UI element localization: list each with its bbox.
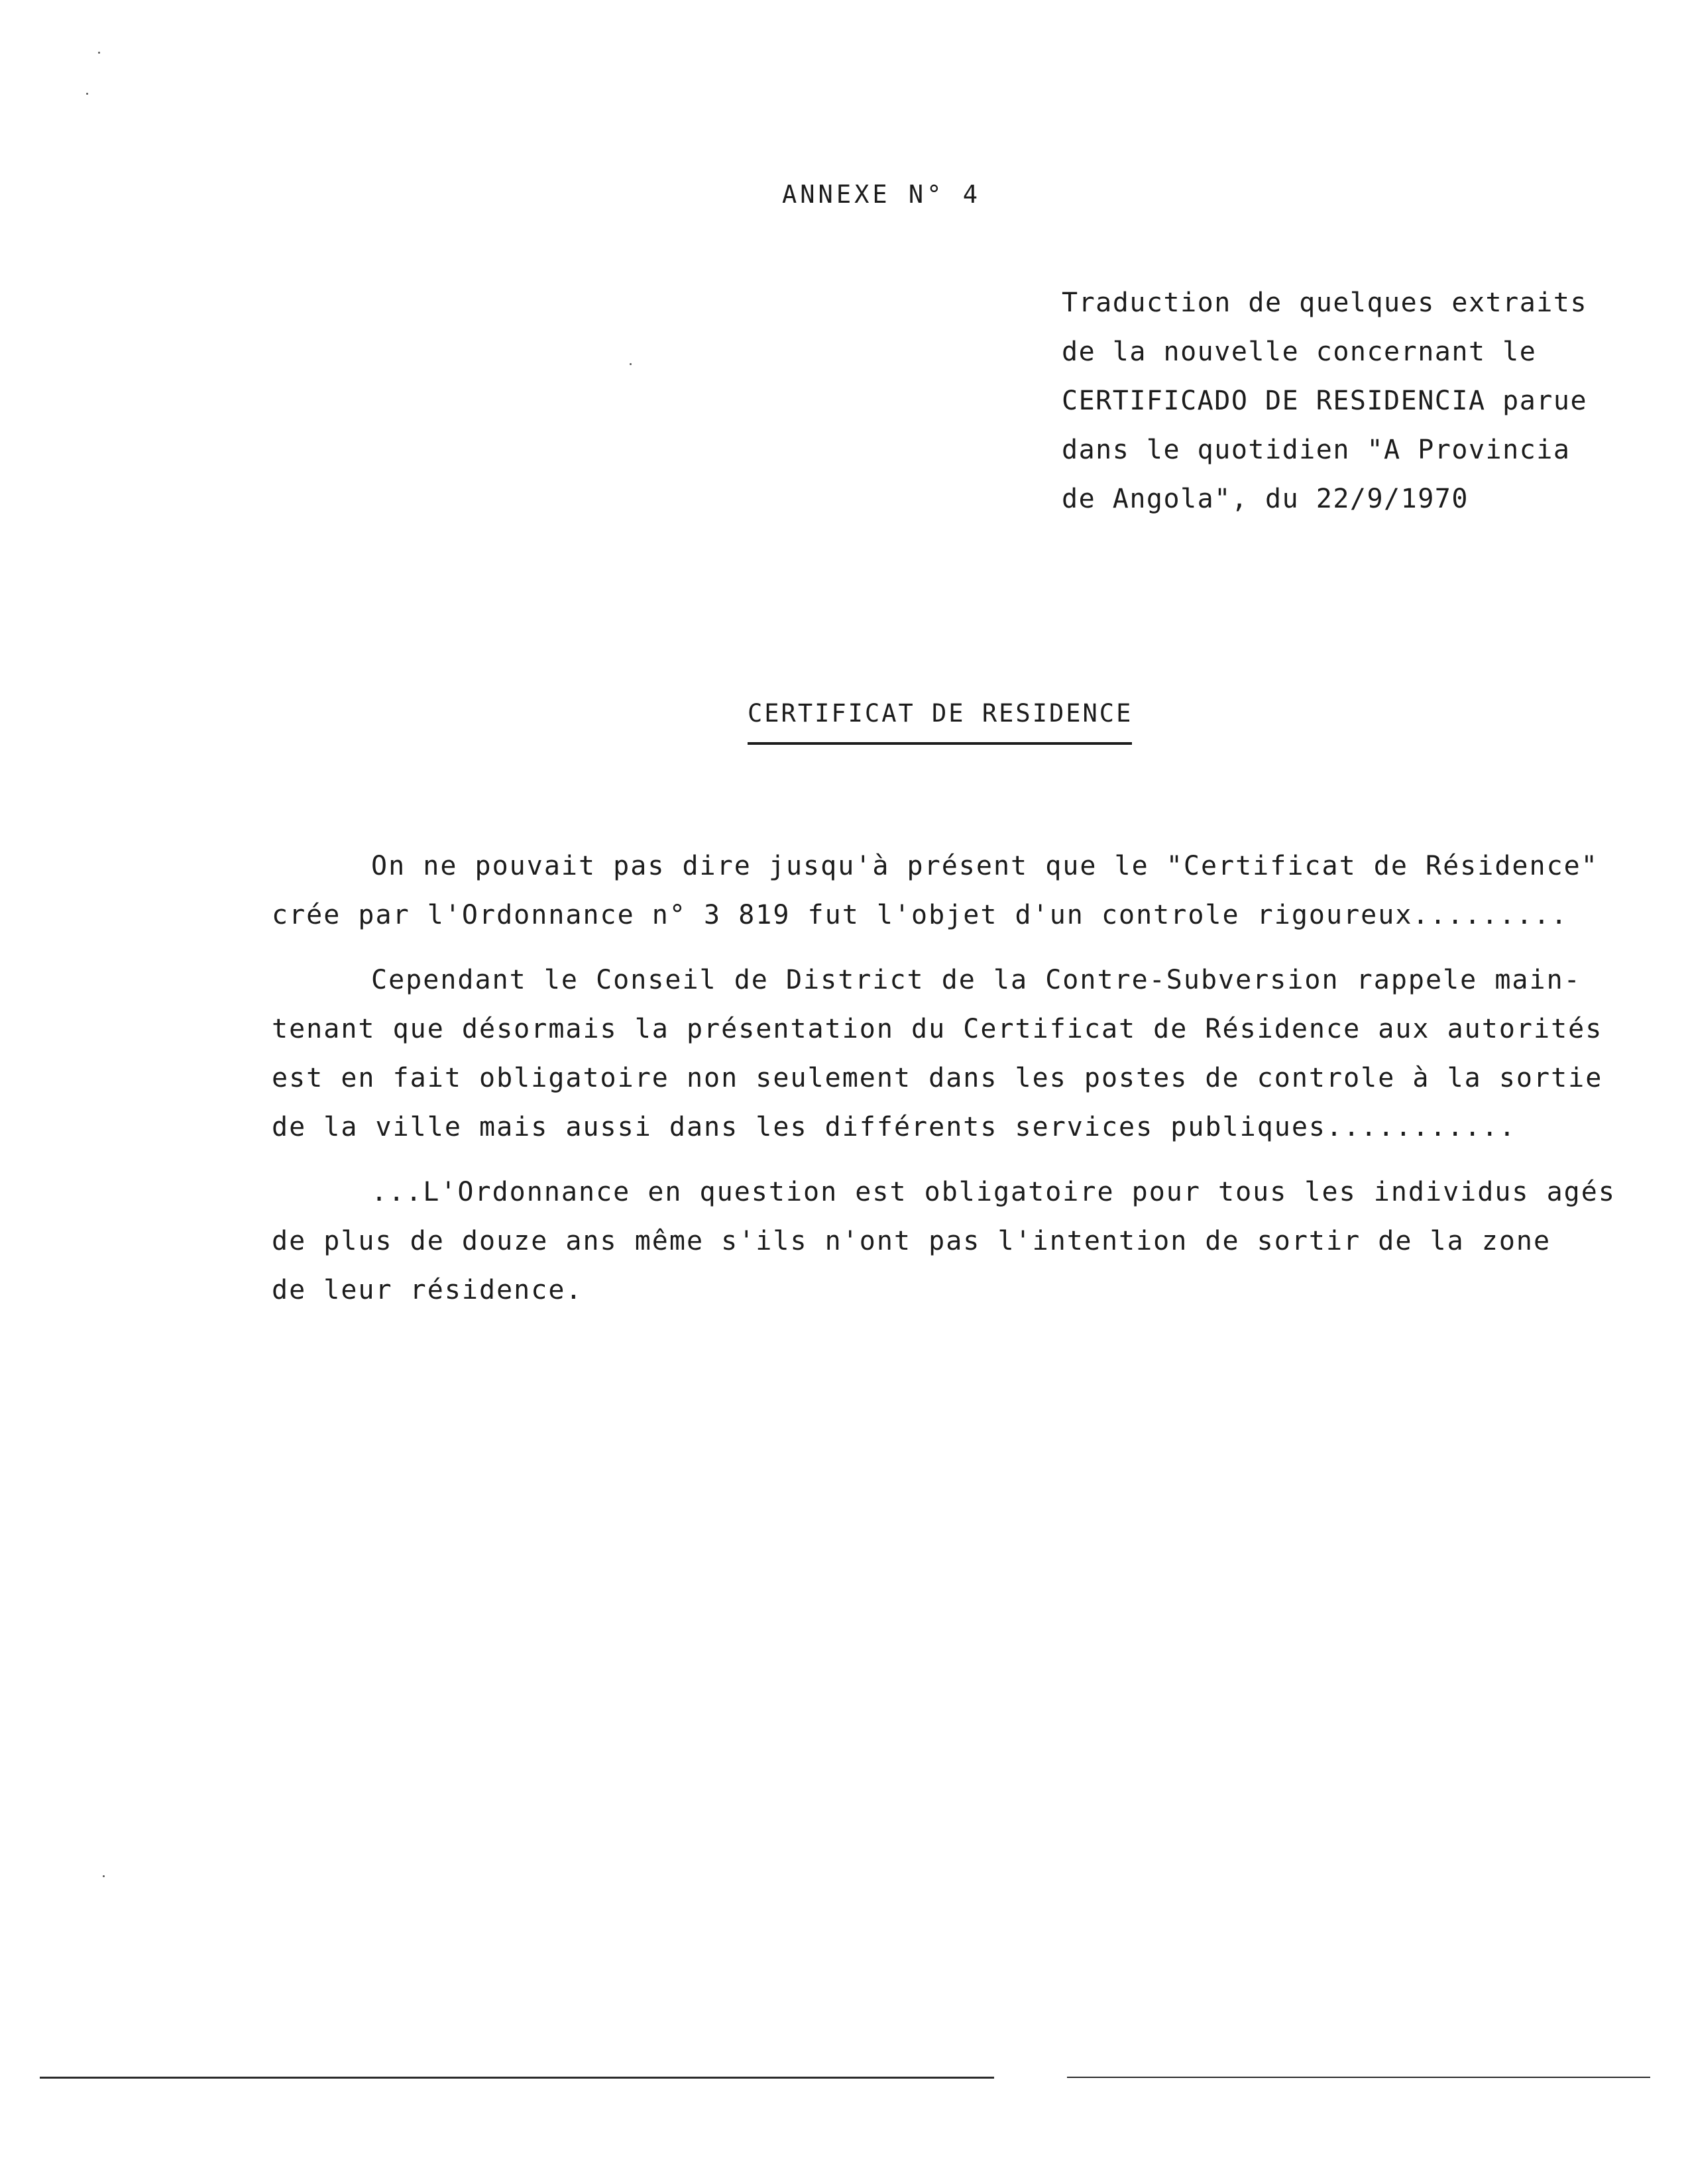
translation-note-line: de Angola", du 22/9/1970 bbox=[1062, 484, 1469, 514]
paragraph-line: est en fait obligatoire non seulement dans les postes de controle à la sortie bbox=[272, 1063, 1603, 1093]
paragraph-3 bbox=[272, 1168, 1616, 1315]
translation-note-line: dans le quotidien "A Provincia bbox=[1062, 435, 1571, 465]
annex-title: ANNEXE N° 4 bbox=[782, 180, 982, 209]
footer-rule-left bbox=[40, 2077, 994, 2079]
body-text bbox=[272, 842, 1616, 1315]
translation-note-line: CERTIFICADO DE RESIDENCIA parue bbox=[1062, 386, 1588, 416]
paragraph-line: crée par l'Ordonnance n° 3 819 fut l'objet d'un controle rigoureux......... bbox=[272, 900, 1569, 930]
paragraph-line: tenant que désormais la présentation du Certificat de Résidence aux autorités bbox=[272, 1014, 1603, 1044]
paragraph-line: de plus de douze ans même s'ils n'ont pas l'intention de sortir de la zone bbox=[272, 1226, 1551, 1256]
section-heading: CERTIFICAT DE RESIDENCE bbox=[748, 699, 1133, 728]
translation-note bbox=[1062, 278, 1605, 523]
paragraph-gap bbox=[272, 1152, 1564, 1168]
paragraph-2 bbox=[272, 956, 1603, 1152]
scan-speck bbox=[630, 363, 632, 365]
paragraph-line: de leur résidence. bbox=[272, 1275, 583, 1305]
scan-speck bbox=[103, 1875, 105, 1877]
heading-underline bbox=[748, 742, 1132, 745]
paragraph-1 bbox=[272, 842, 1599, 940]
paragraph-line: ...L'Ordonnance en question est obligatoire pour tous les individus agés bbox=[371, 1177, 1616, 1207]
paragraph-line: de la ville mais aussi dans les différents services publiques........... bbox=[272, 1112, 1516, 1142]
paragraph-line: Cependant le Conseil de District de la Contre-Subversion rappele main- bbox=[371, 965, 1581, 995]
footer-rule-right bbox=[1067, 2077, 1650, 2078]
scan-speck bbox=[98, 52, 100, 54]
translation-note-line: de la nouvelle concernant le bbox=[1062, 337, 1537, 367]
paragraph-line: On ne pouvait pas dire jusqu'à présent que le "Certificat de Résidence" bbox=[371, 851, 1599, 881]
scan-speck bbox=[86, 93, 88, 95]
paragraph-gap bbox=[272, 940, 1564, 956]
translation-note-line: Traduction de quelques extraits bbox=[1062, 288, 1588, 318]
